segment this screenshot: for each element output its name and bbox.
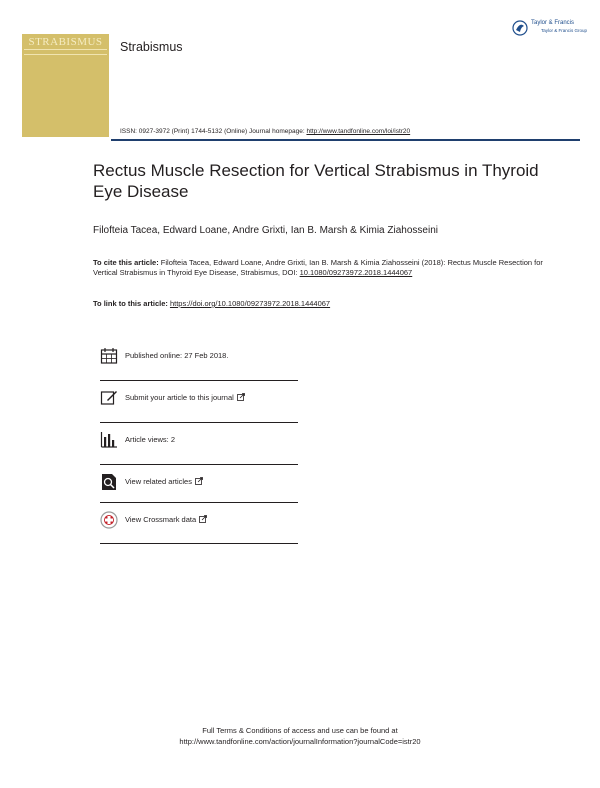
divider bbox=[100, 464, 298, 465]
article-doi-url[interactable]: https://doi.org/10.1080/09273972.2018.1444067 bbox=[169, 299, 331, 308]
divider bbox=[100, 502, 298, 503]
article-title: Rectus Muscle Resection for Vertical Strabismus in Thyroid Eye Disease bbox=[93, 161, 539, 201]
issn-line: ISSN: 0927-3972 (Print) 1744-5132 (Online) Journal homepage: http://www.tandfonline.com/loi/istr20 bbox=[120, 128, 411, 135]
link-label: To link to this article: bbox=[93, 299, 170, 308]
published-online-text: Published online: 27 Feb 2018. bbox=[125, 351, 229, 360]
cover-title: STRABISMUS bbox=[28, 36, 103, 48]
edit-icon bbox=[100, 389, 118, 407]
calendar-icon bbox=[100, 347, 118, 365]
cover-rule bbox=[24, 49, 107, 55]
divider bbox=[100, 380, 298, 381]
footer bbox=[0, 725, 600, 747]
journal-cover bbox=[22, 34, 109, 137]
header-rule bbox=[111, 139, 580, 141]
citation-block bbox=[93, 258, 563, 278]
footer-terms: Full Terms & Conditions of access and use can be found at bbox=[202, 726, 398, 735]
external-link-icon bbox=[195, 477, 203, 485]
external-link-icon bbox=[237, 393, 245, 401]
crossmark-link[interactable]: View Crossmark data bbox=[125, 515, 207, 524]
divider bbox=[100, 543, 298, 544]
journal-homepage-link[interactable]: http://www.tandfonline.com/loi/istr20 bbox=[306, 128, 411, 135]
crossmark-icon bbox=[100, 511, 118, 529]
journal-name: Strabismus bbox=[120, 40, 183, 54]
bar-chart-icon bbox=[100, 431, 118, 449]
related-articles-row[interactable] bbox=[100, 469, 298, 503]
published-online-row bbox=[100, 343, 298, 377]
footer-url[interactable]: http://www.tandfonline.com/action/journalInformation?journalCode=istr20 bbox=[179, 737, 421, 746]
search-document-icon bbox=[100, 473, 118, 491]
divider bbox=[100, 422, 298, 423]
related-articles-link[interactable]: View related articles bbox=[125, 477, 203, 486]
submit-article-row[interactable] bbox=[100, 385, 298, 419]
citation-label: To cite this article: bbox=[93, 258, 159, 267]
submit-article-link[interactable]: Submit your article to this journal bbox=[125, 393, 245, 402]
article-views-row bbox=[100, 427, 298, 461]
article-link-line bbox=[93, 299, 330, 308]
external-link-icon bbox=[199, 515, 207, 523]
article-authors: Filofteia Tacea, Edward Loane, Andre Grixti, Ian B. Marsh & Kimia Ziahosseini bbox=[93, 225, 438, 236]
article-views-text: Article views: 2 bbox=[125, 435, 176, 444]
publisher-name: Taylor & Francis Taylor & Francis Group bbox=[531, 20, 588, 33]
citation-text: Filofteia Tacea, Edward Loane, Andre Grixti, Ian B. Marsh & Kimia Ziahosseini (2018): Rectus Muscle Resection for Vertical Strabismus in Thyroid Eye Disease, Strabismus, DOI: bbox=[93, 258, 543, 277]
doi-link[interactable]: 10.1080/09273972.2018.1444067 bbox=[299, 268, 413, 277]
crossmark-row[interactable] bbox=[100, 507, 298, 541]
